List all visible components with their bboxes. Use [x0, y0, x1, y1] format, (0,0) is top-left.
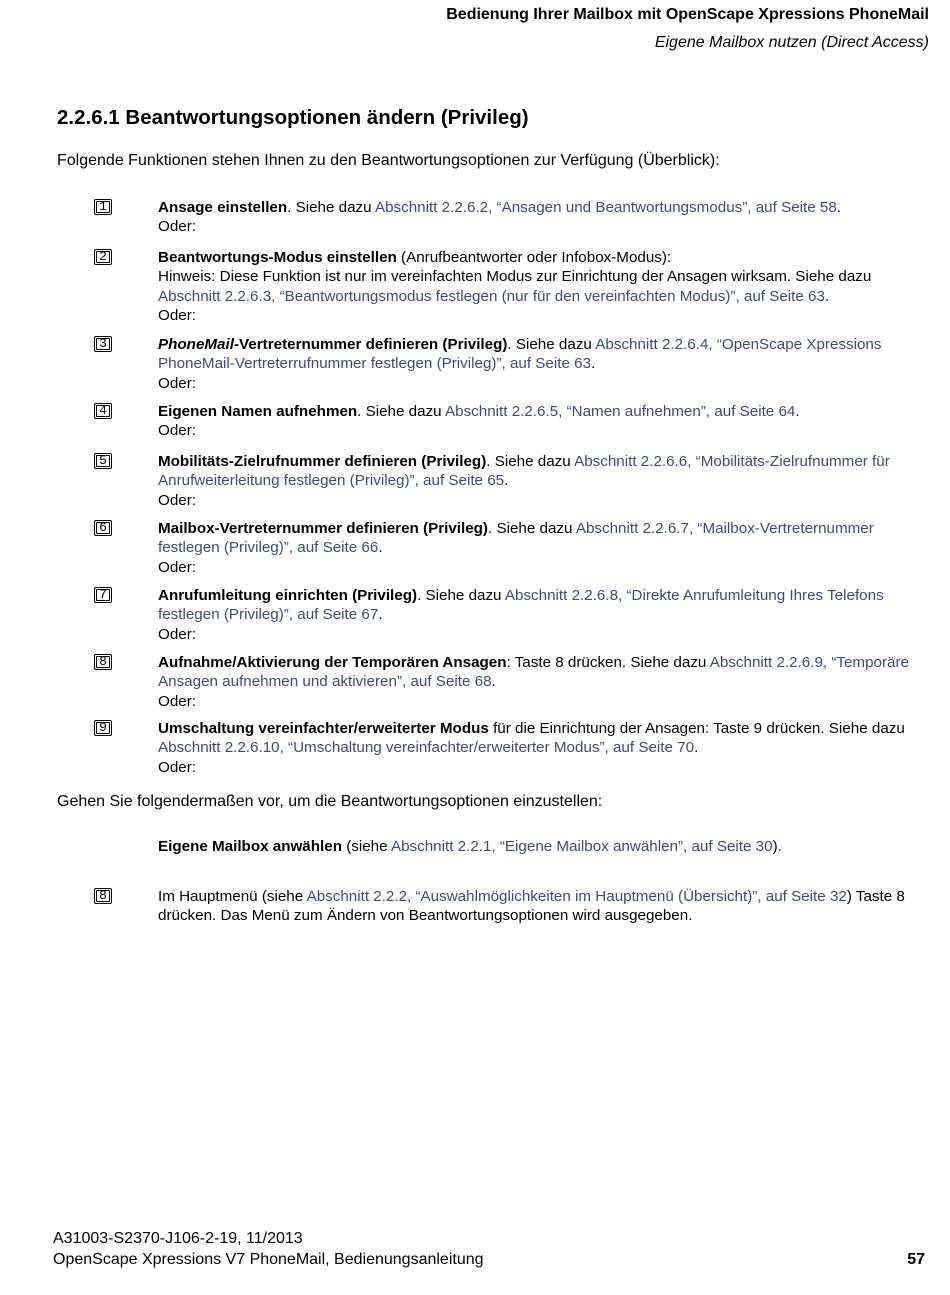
section-intro: Folgende Funktionen stehen Ihnen zu den Beantwortungsoptionen zur Verfügung (Überblick):	[57, 152, 720, 169]
option-9-text: Umschaltung vereinfachter/erweiterter Modus für die Einrichtung der Ansagen: Taste 9 drücken. Siehe dazu Abschnitt 2.2.6.10, “Umschaltung vereinfachter/erweiterter Modus”, auf Seite 70. Oder:	[158, 720, 905, 776]
option-title: Ansage einstellen	[158, 199, 288, 216]
step-title: Eigene Mailbox anwählen	[158, 838, 342, 855]
cross-ref-link[interactable]: Abschnitt 2.2.6.6, “Mobilitäts-Zielrufnummer für Anrufweiterleitung festlegen (Privileg)”, auf Seite 65	[158, 453, 890, 490]
key-6-icon: 6	[94, 520, 112, 536]
key-5-icon: 5	[94, 453, 112, 469]
option-title: Anrufumleitung einrichten (Privileg)	[158, 587, 418, 604]
option-7-text: Anrufumleitung einrichten (Privileg). Siehe dazu Abschnitt 2.2.6.8, “Direkte Anrufumleitung Ihres Telefons festlegen (Privileg)”, auf Seite 67. Oder:	[158, 587, 884, 643]
key-8-icon: 8	[94, 654, 112, 670]
key-2-icon: 2	[94, 249, 112, 265]
cross-ref-link[interactable]: Abschnitt 2.2.6.4, “OpenScape Xpressions PhoneMail-Vertreterrufnummer festlegen (Privileg)”, auf Seite 63	[158, 336, 882, 373]
option-5-text: Mobilitäts-Zielrufnummer definieren (Privileg). Siehe dazu Abschnitt 2.2.6.6, “Mobilitäts-Zielrufnummer für Anrufweiterleitung festlegen (Privileg)”, auf Seite 65. Oder:	[158, 453, 890, 509]
option-title: Beantwortungs-Modus einstellen	[158, 249, 397, 266]
step-2-text: Im Hauptmenü (siehe Abschnitt 2.2.2, “Auswahlmöglichkeiten im Hauptmenü (Übersicht)”, auf Seite 32) Taste 8 drücken. Das Menü zum Ändern von Beantwortungsoptionen wird ausgegeben.	[158, 888, 905, 925]
oder-label: Oder:	[158, 374, 196, 392]
option-3-text: PhoneMail-Vertreternummer definieren (Privileg). Siehe dazu Abschnitt 2.2.6.4, “OpenScape Xpressions PhoneMail-Vertreterrufnummer festlegen (Privileg)”, auf Seite 63. Oder:	[158, 336, 882, 392]
cross-ref-link[interactable]: Abschnitt 2.2.6.3, “Beantwortungsmodus festlegen (nur für den vereinfachten Modus)”, auf Seite 63	[158, 287, 825, 305]
key-8-icon: 8	[94, 888, 112, 904]
option-title: Aufnahme/Aktivierung der Temporären Ansagen	[158, 654, 507, 671]
option-title: Umschaltung vereinfachter/erweiterter Modus	[158, 720, 489, 737]
option-title: -Vertreternummer definieren (Privileg)	[233, 336, 508, 353]
step-1-text: Eigene Mailbox anwählen (siehe Abschnitt 2.2.1, “Eigene Mailbox anwählen”, auf Seite 30).	[158, 838, 782, 855]
cross-ref-link[interactable]: Abschnitt 2.2.1, “Eigene Mailbox anwählen”, auf Seite 30	[390, 838, 773, 855]
key-4-icon: 4	[94, 403, 112, 419]
option-title: Mailbox-Vertreternummer definieren (Privileg)	[158, 520, 488, 537]
key-9-icon: 9	[94, 720, 112, 736]
oder-label: Oder:	[158, 558, 196, 576]
header-title: Bedienung Ihrer Mailbox mit OpenScape Xpressions PhoneMail	[446, 6, 929, 23]
oder-label: Oder:	[158, 758, 196, 776]
oder-label: Oder:	[158, 218, 196, 236]
option-note: Hinweis: Diese Funktion ist nur im vereinfachten Modus zur Einrichtung der Ansagen wirksam. Siehe dazu	[158, 268, 872, 286]
option-6-text: Mailbox-Vertreternummer definieren (Privileg). Siehe dazu Abschnitt 2.2.6.7, “Mailbox-Vertreternummer festlegen (Privileg)”, auf Seite 66. Oder:	[158, 520, 874, 576]
oder-label: Oder:	[158, 625, 196, 643]
cross-ref-link[interactable]: Abschnitt 2.2.6.8, “Direkte Anrufumleitung Ihres Telefons festlegen (Privileg)”, auf Seite 67	[158, 587, 884, 624]
option-4-text: Eigenen Namen aufnehmen. Siehe dazu Abschnitt 2.2.6.5, “Namen aufnehmen”, auf Seite 64. Oder:	[158, 403, 800, 440]
header-subtitle: Eigene Mailbox nutzen (Direct Access)	[654, 34, 929, 51]
doc-id: A31003-S2370-J106-2-19, 11/2013	[53, 1230, 303, 1247]
oder-label: Oder:	[158, 422, 196, 440]
oder-label: Oder:	[158, 491, 196, 509]
cross-ref-link[interactable]: Abschnitt 2.2.6.9, “Temporäre Ansagen aufnehmen und aktivieren”, auf Seite 68	[158, 654, 909, 691]
option-title: Mobilitäts-Zielrufnummer definieren (Privileg)	[158, 453, 487, 470]
page-number: 57	[907, 1251, 925, 1268]
product-name: PhoneMail	[158, 336, 234, 353]
key-3-icon: 3	[94, 336, 112, 352]
cross-ref-link[interactable]: Abschnitt 2.2.2, “Auswahlmöglichkeiten im Hauptmenü (Übersicht)”, auf Seite 32	[306, 888, 847, 905]
cross-ref-link[interactable]: Abschnitt 2.2.6.7, “Mailbox-Vertreternummer festlegen (Privileg)”, auf Seite 66	[158, 520, 874, 557]
option-2-text: Beantwortungs-Modus einstellen (Anrufbeantworter oder Infobox-Modus): Hinweis: Diese Funktion ist nur im vereinfachten Modus zur Einrichtung der Ansagen wirksam. Siehe dazu Abschnitt 2.2.6.3, “Beantwortungsmodus festlegen (nur für den vereinfachten Modus)”, auf Seite 63. Oder:	[158, 249, 872, 325]
option-title: Eigenen Namen aufnehmen	[158, 403, 358, 420]
oder-label: Oder:	[158, 692, 196, 710]
option-1-text: Ansage einstellen. Siehe dazu Abschnitt 2.2.6.2, “Ansagen und Beantwortungsmodus”, auf Seite 58. Oder:	[158, 199, 842, 236]
cross-ref-link[interactable]: Abschnitt 2.2.6.5, “Namen aufnehmen”, auf Seite 64	[445, 403, 796, 420]
key-7-icon: 7	[94, 587, 112, 603]
cross-ref-link[interactable]: Abschnitt 2.2.6.10, “Umschaltung vereinfachter/erweiterter Modus”, auf Seite 70	[158, 739, 695, 757]
section-title: 2.2.6.1 Beantwortungsoptionen ändern (Privileg)	[57, 106, 529, 129]
procedure-intro: Gehen Sie folgendermaßen vor, um die Beantwortungsoptionen einzustellen:	[57, 793, 603, 810]
key-1-icon: 1	[94, 199, 112, 215]
doc-title: OpenScape Xpressions V7 PhoneMail, Bedienungsanleitung	[53, 1251, 484, 1268]
cross-ref-link[interactable]: Abschnitt 2.2.6.2, “Ansagen und Beantwortungsmodus”, auf Seite 58	[374, 199, 837, 216]
option-8-text: Aufnahme/Aktivierung der Temporären Ansagen: Taste 8 drücken. Siehe dazu Abschnitt 2.2.6.9, “Temporäre Ansagen aufnehmen und aktivieren”, auf Seite 68. Oder:	[158, 654, 909, 710]
oder-label: Oder:	[158, 307, 196, 325]
